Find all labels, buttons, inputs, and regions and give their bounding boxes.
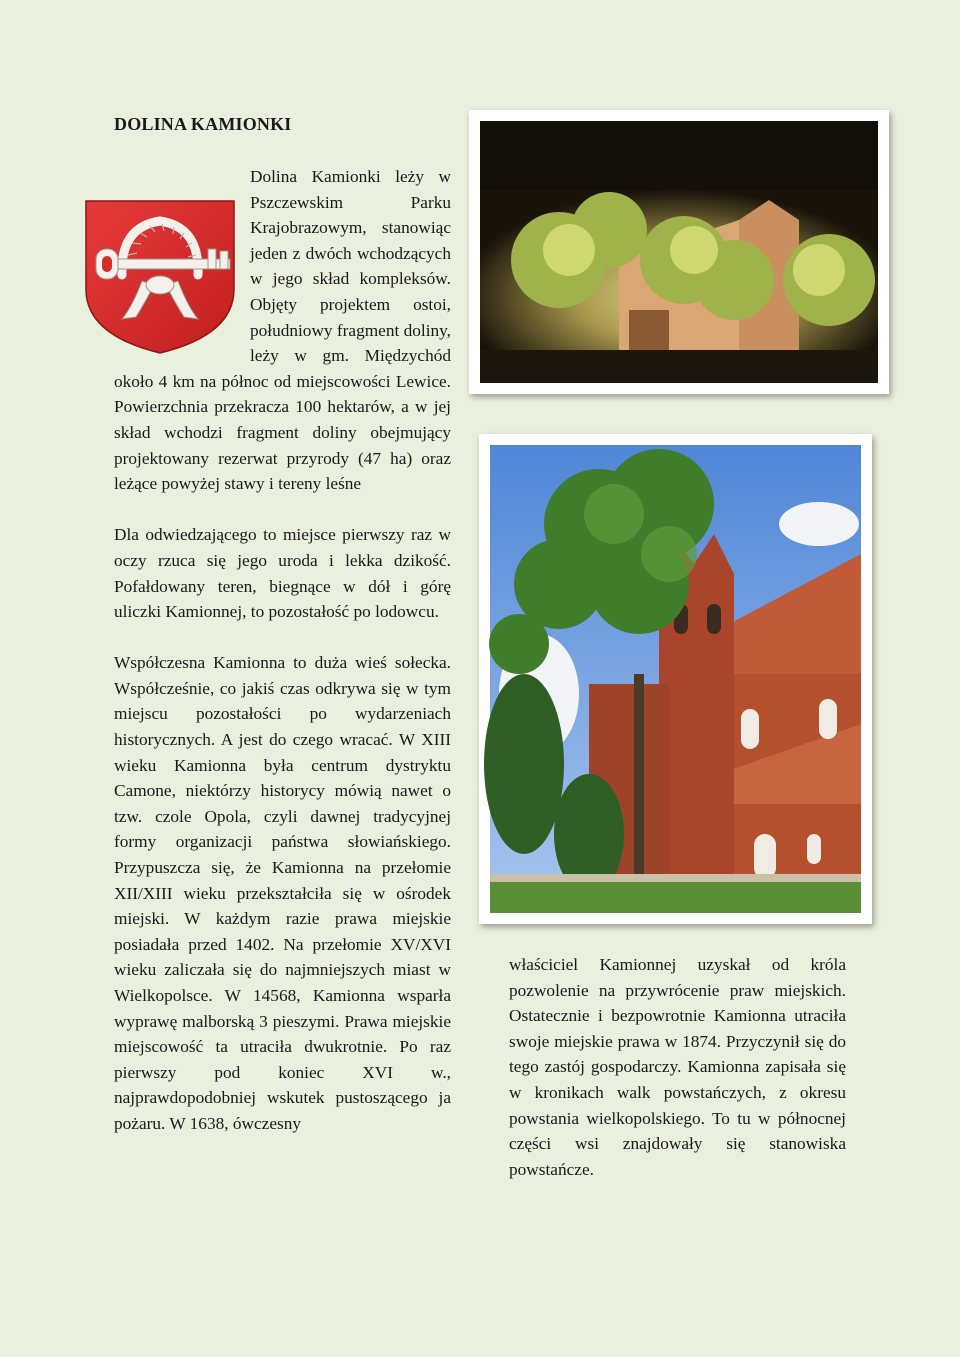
right-column [509, 952, 846, 1182]
coat-of-arms-icon [82, 197, 238, 361]
page-title: DOLINA KAMIONKI [114, 114, 292, 134]
left-column [114, 164, 451, 1137]
paragraph-2: Dla odwiedzającego to miejsce pierwszy raz w oczy rzuca się jego uroda i lekka dzikość. Pofałdowany teren, biegnące w dół i górę uliczki Kamionnej, to pozostałość po lodowcu. [114, 525, 451, 622]
paragraph-1-text: Dolina Kamionki leży w Pszczewskim Parku Krajobrazowym, stanowiąc jeden z dwóch wchodzących w jego skład kompleksów. Objęty projektem ostoi, południowy fragment doliny, leży w gm. Międzychód około 4 km na północ od miejscowości Lewice. Powierzchnia przekracza 100 hektarów, a w jej skład wchodzi fragment doliny obejmujący projektowany rezerwat przyrody (47 ha) oraz leżące powyżej stawy i tereny leśne [114, 167, 451, 494]
paragraph-4: właściciel Kamionnej uzyskał od króla pozwolenie na przywrócenie praw miejskich. Ostatecznie i bezpowrotnie Kamionna utraciła swoje miejskie prawa w 1874. Przyczynił się do tego zastój gospodarczy. Kamionna zapisała się w kronikach walk powstańczych, z okresu powstania wielkopolskiego. To tu w północnej części wsi znajdowały się stanowiska powstańcze. [509, 955, 846, 1179]
paragraph-3: Współczesna Kamionna to duża wieś sołecka. Współcześnie, co jakiś czas odkrywa się w tym miejscu pozostałości po wydarzeniach historycznych. A jest do czego wracać. W XIII wieku Kamionna była centrum dystryktu Camone, niektórzy historycy mówią nawet o tzw. czole Opola, czyli dawnej tradycyjnej formy organizacji państwa słowiańskiego. Przypuszcza się, że Kamionna na przełomie XII/XIII wieku przekształciła się w ośrodek miejski. W każdym razie prawa miejskie posiadała przed 1402. Na przełomie XV/XVI wieku zaliczała się do najmniejszych miast w Wielkopolsce. W 14568, Kamionna wsparła wyprawę malborską 3 pieszymi. Prawa miejskie miejscowość ta utraciła dwukrotnie. Po raz pierwszy pod koniec XVI w., najprawdopodobniej wskutek pustoszącego ja pożaru. W 1638, ówczesny [114, 653, 451, 1133]
church-night-photo [469, 110, 889, 394]
paragraph-1 [114, 164, 451, 497]
church-day-photo [479, 434, 872, 924]
